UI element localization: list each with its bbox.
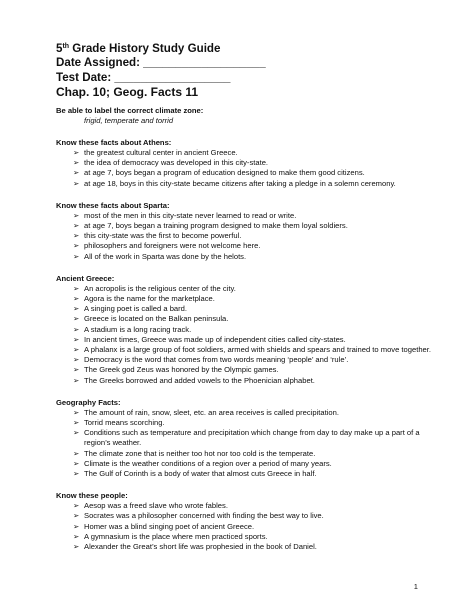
list-item-text: Democracy is the word that comes from two words meaning ‘people’ and ‘rule’.: [84, 355, 349, 365]
climate-zones: frigid, temperate and torrid: [84, 116, 174, 125]
ancient-greece-list: [56, 284, 446, 386]
arrow-bullet-icon: ➢: [73, 469, 80, 479]
arrow-bullet-icon: ➢: [73, 418, 80, 428]
list-item-text: Aesop was a freed slave who wrote fables.: [84, 501, 228, 511]
arrow-bullet-icon: ➢: [73, 365, 80, 375]
list-item: [56, 294, 446, 304]
list-item-text: The Gulf of Corinth is a body of water that almost cuts Greece in half.: [84, 469, 317, 479]
list-item: [56, 428, 446, 448]
list-item-text: The climate zone that is neither too hot nor too cold is the temperate.: [84, 448, 316, 458]
list-item-text: A stadium is a long racing track.: [84, 324, 192, 334]
list-item: [56, 168, 446, 178]
list-item-text: Homer was a blind singing poet of ancient Greece.: [84, 521, 255, 531]
arrow-bullet-icon: ➢: [73, 251, 80, 261]
arrow-bullet-icon: ➢: [73, 407, 80, 417]
arrow-bullet-icon: ➢: [73, 511, 80, 521]
arrow-bullet-icon: ➢: [73, 158, 80, 168]
climate-heading: Be able to label the correct climate zone:: [56, 106, 204, 115]
document-body: [56, 106, 446, 564]
title-superscript: th: [62, 43, 70, 50]
arrow-bullet-icon: ➢: [73, 345, 80, 355]
list-item: [56, 522, 446, 532]
list-item: [56, 459, 446, 469]
geography-section: [56, 398, 446, 479]
climate-section: [56, 106, 446, 126]
arrow-bullet-icon: ➢: [73, 334, 80, 344]
list-item-text: at age 7, boys began a training program designed to make them loyal soldiers.: [84, 221, 348, 231]
sparta-list: [56, 211, 446, 262]
list-item: [56, 501, 446, 511]
arrow-bullet-icon: ➢: [73, 375, 80, 385]
list-item-text: at age 18, boys in this city-state became citizens after taking a pledge in a solemn ceremony.: [84, 178, 396, 188]
arrow-bullet-icon: ➢: [73, 294, 80, 304]
page-number: 1: [413, 582, 418, 591]
list-item: [56, 211, 446, 221]
list-item-text: the idea of democracy was developed in this city-state.: [84, 158, 269, 168]
sparta-section: [56, 201, 446, 262]
list-item-text: Greece is located on the Balkan peninsula.: [84, 314, 229, 324]
list-item-text: A singing poet is called a bard.: [84, 304, 188, 314]
title-text: Grade History Study Guide: [69, 42, 221, 55]
arrow-bullet-icon: ➢: [73, 283, 80, 293]
arrow-bullet-icon: ➢: [73, 428, 80, 438]
list-item-text: All of the work in Sparta was done by the helots.: [84, 251, 247, 261]
list-item: [56, 449, 446, 459]
list-item-text: the greatest cultural center in ancient Greece.: [84, 148, 238, 157]
arrow-bullet-icon: ➢: [73, 231, 80, 241]
list-item: [56, 335, 446, 345]
people-section: [56, 491, 446, 552]
list-item: [56, 231, 446, 241]
people-heading: Know these people:: [56, 491, 128, 501]
arrow-bullet-icon: ➢: [73, 324, 80, 334]
page-title: [56, 42, 436, 56]
arrow-bullet-icon: ➢: [73, 448, 80, 458]
title-grade-number: 5: [56, 42, 63, 55]
ancient-greece-section: [56, 274, 446, 386]
geography-heading: Geography Facts:: [56, 397, 121, 407]
list-item-text: The Greek god Zeus was honored by the Olympic games.: [84, 365, 279, 375]
athens-list: [56, 148, 446, 189]
ancient-greece-heading: Ancient Greece:: [56, 273, 115, 283]
list-item-text: Alexander the Great’s short life was prophesied in the book of Daniel.: [84, 542, 317, 552]
document-header: [56, 42, 436, 100]
arrow-bullet-icon: ➢: [73, 542, 80, 552]
list-item: [56, 148, 446, 158]
list-item-text: A phalanx is a large group of foot soldiers, armed with shields and spears and trained to move together.: [84, 345, 431, 355]
arrow-bullet-icon: ➢: [73, 521, 80, 531]
list-item: [56, 511, 446, 521]
arrow-bullet-icon: ➢: [73, 458, 80, 468]
arrow-bullet-icon: ➢: [73, 314, 80, 324]
list-item: [56, 314, 446, 324]
list-item-text: Torrid means scorching.: [84, 418, 165, 428]
list-item: [56, 241, 446, 251]
date-assigned-line: Date Assigned: ___________________: [56, 56, 266, 70]
list-item: [56, 355, 446, 365]
list-item-text: Socrates was a philosopher concerned with finding the best way to live.: [84, 511, 324, 521]
arrow-bullet-icon: ➢: [73, 221, 80, 231]
sections-container: [56, 138, 446, 552]
arrow-bullet-icon: ➢: [73, 210, 80, 220]
geography-list: [56, 408, 446, 479]
arrow-bullet-icon: ➢: [73, 168, 80, 178]
arrow-bullet-icon: ➢: [73, 531, 80, 541]
list-item-text: A gymnasium is the place where men practiced sports.: [84, 531, 268, 541]
list-item: [56, 376, 446, 386]
list-item: [56, 179, 446, 189]
arrow-bullet-icon: ➢: [73, 148, 80, 157]
arrow-bullet-icon: ➢: [73, 304, 80, 314]
arrow-bullet-icon: ➢: [73, 178, 80, 188]
list-item: [56, 252, 446, 262]
list-item: [56, 365, 446, 375]
list-item: [56, 325, 446, 335]
list-item: [56, 469, 446, 479]
list-item-text: An acropolis is the religious center of the city.: [84, 283, 236, 293]
list-item: [56, 284, 446, 294]
list-item: [56, 542, 446, 552]
list-item-text: philosophers and foreigners were not welcome here.: [84, 241, 261, 251]
list-item-text: most of the men in this city-state never learned to read or write.: [84, 210, 297, 220]
list-item-text: at age 7, boys began a program of education designed to make them good citizens.: [84, 168, 365, 178]
sparta-heading: Know these facts about Sparta:: [56, 200, 170, 210]
arrow-bullet-icon: ➢: [73, 241, 80, 251]
chapter-line: Chap. 10; Geog. Facts 11: [56, 85, 199, 100]
list-item-text: In ancient times, Greece was made up of independent cities called city-states.: [84, 334, 346, 344]
athens-heading: Know these facts about Athens:: [56, 138, 172, 147]
list-item: [56, 408, 446, 418]
list-item-text: The amount of rain, snow, sleet, etc. an area receives is called precipitation.: [84, 407, 339, 417]
list-item-text: Conditions such as temperature and precipitation which change from day to day make up a part of a region’s weather.: [84, 428, 420, 448]
list-item-text: Agora is the name for the marketplace.: [84, 294, 215, 304]
people-list: [56, 501, 446, 552]
list-item-text: this city-state was the first to become powerful.: [84, 231, 242, 241]
arrow-bullet-icon: ➢: [73, 501, 80, 511]
list-item: [56, 304, 446, 314]
arrow-bullet-icon: ➢: [73, 355, 80, 365]
list-item: [56, 158, 446, 168]
list-item: [56, 418, 446, 428]
list-item: [56, 532, 446, 542]
list-item: [56, 221, 446, 231]
list-item-text: The Greeks borrowed and added vowels to the Phoenician alphabet.: [84, 375, 315, 385]
list-item-text: Climate is the weather conditions of a region over a period of many years.: [84, 458, 332, 468]
athens-section: [56, 138, 446, 189]
test-date-line: Test Date: __________________: [56, 70, 231, 84]
list-item: [56, 345, 446, 355]
